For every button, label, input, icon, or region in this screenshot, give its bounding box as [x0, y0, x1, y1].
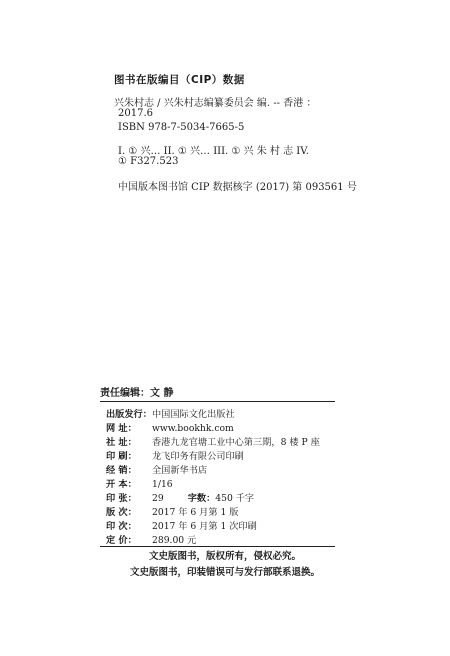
info-value: www.bookhk.com [152, 423, 234, 434]
info-row-sheets [106, 490, 254, 504]
info-value: 香港九龙官塘工业中心第三期，8 楼 P 座 [152, 437, 320, 448]
info-label: 社 址： [106, 437, 137, 448]
return-notice: 文史版图书，印装错误可与发行部联系退换。 [129, 567, 320, 578]
info-label: 印 刷： [106, 451, 137, 462]
cip-heading: 图书在版编目（CIP）数据 [114, 74, 245, 86]
info-label: 开 本： [106, 479, 137, 490]
info-row-price [106, 532, 196, 546]
info-row-edition [106, 504, 238, 518]
info-value: 2017 年 6 月第 1 版 [152, 507, 239, 518]
cip-date-line: 2017.6 [118, 108, 153, 119]
info-value: 29 [152, 493, 164, 504]
info-label: 版 次： [106, 507, 137, 518]
info-label: 出版发行： [106, 409, 152, 420]
info-value: 龙飞印务有限公司印刷 [152, 451, 244, 462]
cip-statement: 中国版本图书馆 CIP 数据核字 (2017) 第 093561 号 [118, 182, 357, 193]
info-row-printing [106, 518, 257, 532]
info-row-printer [106, 448, 244, 462]
editor-label: 责任编辑： [100, 388, 150, 399]
info-value: 中国国际文化出版社 [152, 409, 235, 420]
info-value: 1/16 [152, 479, 173, 490]
info-label: 网 址： [106, 423, 137, 434]
editor-name: 文 静 [150, 388, 174, 399]
cip-title-line: 兴朱村志 / 兴朱村志编纂委员会 编. -- 香港 ： [114, 98, 317, 109]
copyright-notice: 文史版图书，版权所有，侵权必究。 [148, 551, 301, 562]
info-row-distributor [106, 462, 207, 476]
cip-isbn-line: ISBN 978-7-5034-7665-5 [118, 122, 245, 133]
word-count-value: 450 千字 [215, 493, 255, 504]
info-label: 经 销： [106, 465, 137, 476]
info-label: 印 张： [106, 493, 137, 504]
word-count-label: 字数： [187, 493, 216, 504]
info-row-publisher [106, 406, 235, 420]
divider-bottom [100, 546, 335, 547]
info-label: 印 次： [106, 521, 137, 532]
info-value: 289.00 元 [152, 535, 197, 546]
info-row-address [106, 434, 320, 448]
cip-call-number-line: ① F327.523 [118, 156, 179, 167]
info-row-format [106, 476, 173, 490]
cip-classification-line: I. ① 兴… II. ① 兴… III. ① 兴 朱 村 志 IV. [118, 146, 309, 157]
divider-top [100, 401, 335, 402]
info-label: 定 价： [106, 535, 137, 546]
info-row-website [106, 420, 234, 434]
responsible-editor [100, 384, 173, 399]
info-value: 2017 年 6 月第 1 次印刷 [152, 521, 257, 532]
info-value: 全国新华书店 [152, 465, 208, 476]
